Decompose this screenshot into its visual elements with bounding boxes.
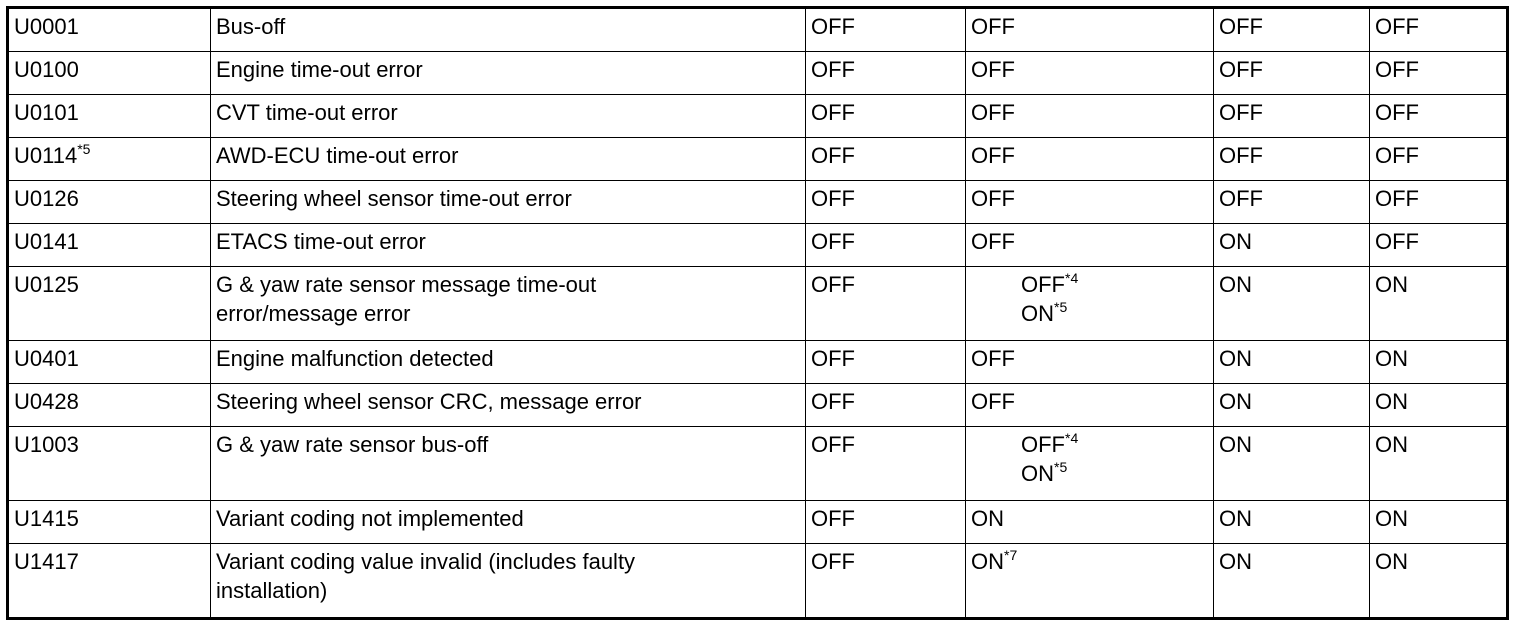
status-cell: ON [1214,267,1370,341]
status-cell: ON [1214,224,1370,267]
status-cell: OFF [1370,52,1508,95]
dtc-code-cell [8,341,211,384]
status-cell: OFF [966,8,1214,52]
dtc-table [6,6,1509,620]
dtc-code-cell [8,267,211,341]
description-cell [211,501,806,544]
dtc-code-cell [8,384,211,427]
status-cell: OFF [806,224,966,267]
table-row [8,267,1508,341]
table-row [8,224,1508,267]
description-cell [211,52,806,95]
status-cell: OFF [966,341,1214,384]
status-cell: OFF [1214,181,1370,224]
status-cell: OFF [1214,138,1370,181]
status-cell: OFF [966,138,1214,181]
status-cell: OFF [1214,8,1370,52]
status-variant-b: ON$^{*5}$ [1021,299,1068,326]
description: G & yaw rate sensor bus-off [216,432,489,457]
description: Variant coding value invalid (includes faulty [216,549,636,574]
status-cell: OFF [806,341,966,384]
status-cell: OFF [966,95,1214,138]
dtc-code: U0401 [14,346,79,371]
description-cell [211,95,806,138]
status-cell [966,427,1214,501]
dtc-code: U0141 [14,229,79,254]
table-row [8,341,1508,384]
footnote-mark: *4 [1065,430,1079,446]
dtc-code-cell [8,501,211,544]
status-cell: OFF [806,384,966,427]
status-cell: ON [1370,384,1508,427]
description-cell [211,341,806,384]
status-cell [966,267,1214,341]
dtc-code: U1417 [14,549,79,574]
dtc-code: U0428 [14,389,79,414]
status-variant-b: ON$^{*5}$ [1021,459,1068,486]
description: AWD-ECU time-out error [216,143,459,168]
dtc-code: U1415 [14,506,79,531]
status-cell: ON [1214,544,1370,619]
status-cell: ON [1214,341,1370,384]
status-cell: OFF [966,181,1214,224]
status-cell: ON [966,501,1214,544]
description: ETACS time-out error [216,229,426,254]
status-cell: ON [1370,544,1508,619]
status-cell: ON [1370,267,1508,341]
status-cell: OFF [806,138,966,181]
table-row [8,95,1508,138]
dtc-code: U1003 [14,432,79,457]
description: Engine malfunction detected [216,346,494,371]
status-cell: OFF [806,501,966,544]
dtc-code: U0101 [14,100,79,125]
dtc-code-cell [8,8,211,52]
status-cell: OFF [1214,95,1370,138]
description-cell [211,384,806,427]
dtc-code: U0100 [14,57,79,82]
status-cell: ON [1370,341,1508,384]
dtc-code-cell [8,181,211,224]
status-cell: OFF [806,52,966,95]
table-row [8,52,1508,95]
table-row [8,181,1508,224]
description: Engine time-out error [216,57,423,82]
description-line-2: error/message error [216,301,411,326]
status-cell: OFF [1370,224,1508,267]
status-variant-a: OFF$^{*4}$ [1021,270,1079,297]
footnote-mark: *5 [1054,299,1068,315]
description-cell [211,181,806,224]
description: Steering wheel sensor CRC, message error [216,389,642,414]
footnote-mark: *5 [77,141,91,157]
table-row [8,427,1508,501]
table-row [8,501,1508,544]
status-cell: OFF [1214,52,1370,95]
description: CVT time-out error [216,100,398,125]
status-cell: OFF [806,181,966,224]
status-cell: OFF [966,384,1214,427]
dtc-code-cell [8,52,211,95]
status-cell: ON [1214,427,1370,501]
description-cell [211,267,806,341]
dtc-code-cell [8,138,211,181]
description: G & yaw rate sensor message time-out [216,272,597,297]
status-cell: OFF [1370,181,1508,224]
dtc-code: U0126 [14,186,79,211]
status-cell: OFF [806,544,966,619]
status-cell: OFF [806,427,966,501]
status-cell: OFF [1370,138,1508,181]
status-cell: ON [1214,501,1370,544]
status-cell: OFF [806,95,966,138]
status-cell: ON [1214,384,1370,427]
description-line-2: installation) [216,578,328,603]
status-cell: OFF [806,267,966,341]
footnote-mark: *7 [1004,547,1018,563]
dtc-code-cell [8,95,211,138]
description: Steering wheel sensor time-out error [216,186,572,211]
status-cell: OFF [1370,8,1508,52]
status-variant-a: OFF$^{*4}$ [1021,430,1079,457]
dtc-code: U0001 [14,14,79,39]
table-row [8,384,1508,427]
dtc-code: U0114 [14,143,78,168]
status-cell: OFF [966,224,1214,267]
description-cell [211,8,806,52]
description-cell [211,224,806,267]
status-cell: ON [1370,501,1508,544]
dtc-code-cell [8,427,211,501]
status-cell: OFF [1370,95,1508,138]
description-cell [211,427,806,501]
status-cell: OFF [966,52,1214,95]
description-cell [211,544,806,619]
dtc-code-cell [8,224,211,267]
dtc-code-cell [8,544,211,619]
dtc-code: U0125 [14,272,79,297]
table-row [8,8,1508,52]
table-row [8,544,1508,619]
status-cell: ON [1370,427,1508,501]
status-cell: OFF [806,8,966,52]
status-cell: ON$^{*7}$ [966,544,1214,619]
footnote-mark: *5 [1054,459,1068,475]
description: Bus-off [216,14,286,39]
description-cell [211,138,806,181]
footnote-mark: *4 [1065,270,1079,286]
description: Variant coding not implemented [216,506,524,531]
table-row [8,138,1508,181]
